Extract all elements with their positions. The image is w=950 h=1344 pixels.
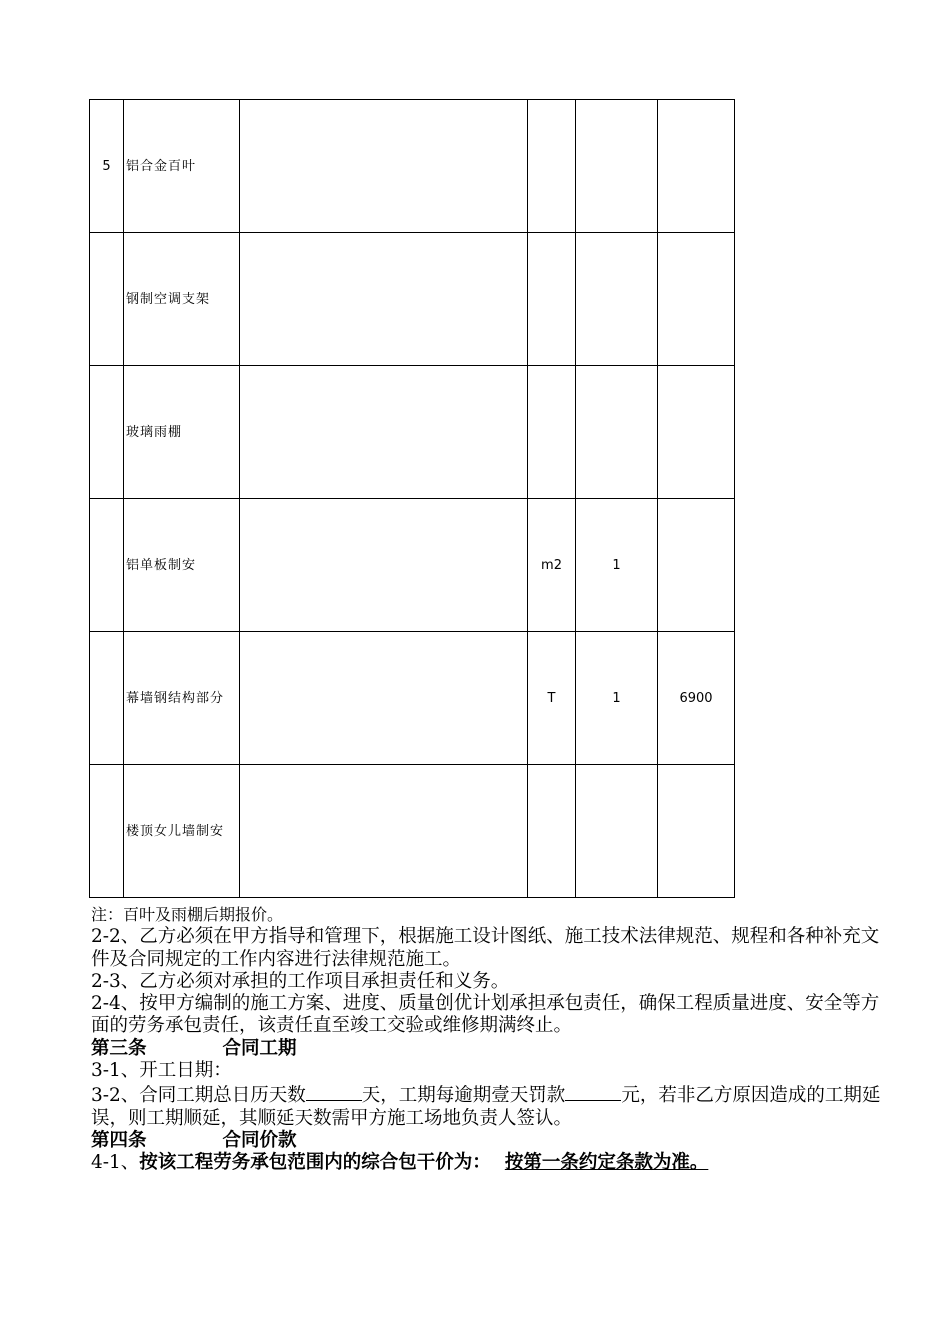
table-row — [90, 233, 735, 366]
cell-price — [658, 233, 735, 366]
cell-qty — [576, 100, 658, 233]
table-row — [90, 632, 735, 765]
cell-price — [658, 100, 735, 233]
table-row — [90, 499, 735, 632]
cell-no — [90, 366, 124, 499]
table-row — [90, 765, 735, 898]
penalty-blank[interactable] — [565, 1082, 621, 1101]
cell-no: 5 — [90, 100, 124, 233]
clause-3-1: 3-1、开工日期： — [91, 1060, 232, 1082]
cell-name: 楼顶女儿墙制安 — [124, 765, 240, 898]
table-row — [90, 100, 735, 233]
cell-qty: 1 — [576, 499, 658, 632]
clause-2-3: 2-3、乙方必须对承担的工作项目承担责任和义务。 — [91, 970, 510, 992]
cell-spec — [240, 765, 528, 898]
clause-2-2: 2-2、乙方必须在甲方指导和管理下，根据施工设计图纸、施工技术法律规范、规程和各种补充文件及合同规定的工作内容进行法律规范施工。 — [91, 926, 880, 970]
clause-2-4: 2-4、按甲方编制的施工方案、进度、质量创优计划承担承包责任，确保工程质量进度、安全等方面的劳务承包责任，该责任直至竣工交验或维修期满终止。 — [91, 993, 880, 1037]
cell-qty — [576, 233, 658, 366]
cell-spec — [240, 233, 528, 366]
cell-spec — [240, 499, 528, 632]
cell-price — [658, 765, 735, 898]
cell-spec — [240, 632, 528, 765]
cell-spec — [240, 366, 528, 499]
price-table — [89, 99, 735, 898]
cell-no — [90, 499, 124, 632]
note: 注：百叶及雨棚后期报价。 — [91, 905, 284, 924]
clause-4-1: 4-1、按该工程劳务承包范围内的综合包干价为： 按第一条约定条款为准。 — [91, 1152, 709, 1174]
cell-qty — [576, 765, 658, 898]
cell-no — [90, 233, 124, 366]
article-4-heading: 第四条 合同价款 — [91, 1129, 297, 1151]
cell-price — [658, 499, 735, 632]
cell-qty: 1 — [576, 632, 658, 765]
clause-3-2: 3-2、合同工期总日历天数 天，工期每逾期壹天罚款 元，若非乙方原因造成的工期延误，则工期顺延，其顺延天数需甲方施工场地负责人签认。 — [91, 1082, 881, 1130]
cell-no — [90, 632, 124, 765]
cell-no — [90, 765, 124, 898]
cell-spec — [240, 100, 528, 233]
cell-unit — [528, 366, 576, 499]
cell-price: 6900 — [658, 632, 735, 765]
cell-unit — [528, 233, 576, 366]
contract-text — [91, 904, 881, 1175]
cell-name: 幕墙钢结构部分 — [124, 632, 240, 765]
article-3-heading: 第三条 合同工期 — [91, 1037, 297, 1059]
cell-name: 铝单板制安 — [124, 499, 240, 632]
cell-name: 玻璃雨棚 — [124, 366, 240, 499]
cell-name: 钢制空调支架 — [124, 233, 240, 366]
cell-unit — [528, 100, 576, 233]
days-blank[interactable] — [306, 1082, 362, 1101]
cell-qty — [576, 366, 658, 499]
table-row — [90, 366, 735, 499]
cell-unit: m2 — [528, 499, 576, 632]
cell-unit — [528, 765, 576, 898]
cell-price — [658, 366, 735, 499]
cell-unit: T — [528, 632, 576, 765]
cell-name: 铝合金百叶 — [124, 100, 240, 233]
